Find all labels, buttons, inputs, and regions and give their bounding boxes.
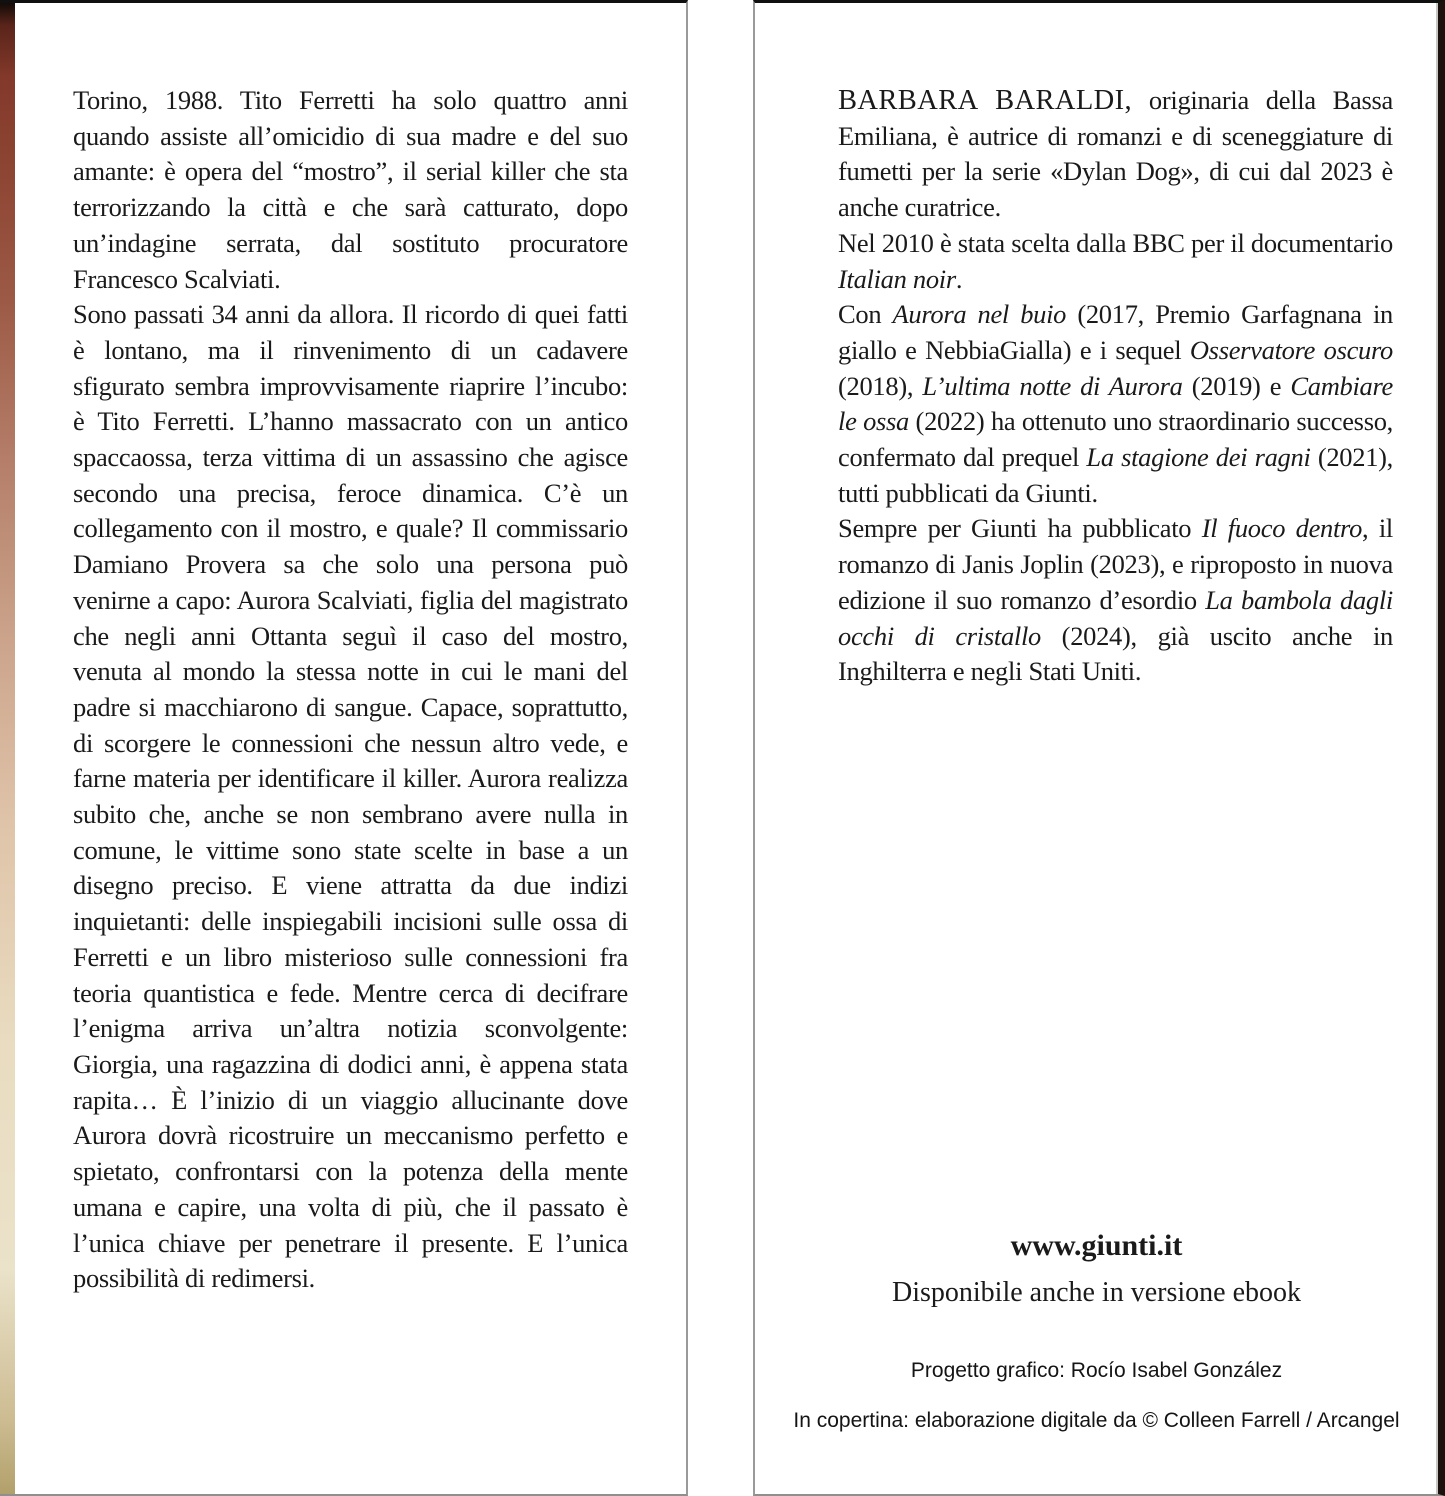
left-flap-synopsis-page <box>0 0 688 1496</box>
publisher-website: www.giunti.it <box>1010 1229 1183 1262</box>
paragraph: BARBARA BARALDI, originaria della Bassa Emiliana, è autrice di romanzi e di sceneggiature di fumetti per la serie «Dylan Dog», di cui dal 2023 è anche curatrice. <box>838 85 1393 223</box>
ebook-availability-note: Disponibile anche in versione ebook <box>891 1277 1301 1308</box>
right-flap-author-page <box>753 0 1445 1496</box>
graphic-design-credit: Progetto grafico: Rocío Isabel González <box>910 1359 1283 1382</box>
author-bio-text <box>838 83 1393 690</box>
cover-image-credit: In copertina: elaborazione digitale da © Colleen Farrell / Arcangel <box>793 1409 1400 1432</box>
paragraph: Sono passati 34 anni da allora. Il ricordo di quei fatti è lontano, ma il rinvenimento di un cadavere sfigurato sembra improvvisamente riaprire l’incubo: è Tito Ferretti. L’hanno massacrato con un antico spaccaossa, terza vittima di un assassino che agisce secondo una precisa, feroce dinamica. C’è un collegamento con il mostro, e quale? Il commissario Damiano Provera sa che solo una persona può venirne a capo: Aurora Scalviati, figlia del magistrato che negli anni Ottanta seguì il caso del mostro, venuta al mondo la stessa notte in cui le mani del padre si macchiarono di sangue. Capace, soprattutto, di scorgere le connessioni che nessun altro vede, e farne materia per identificare il killer. Aurora realizza subito che, anche se non sembrano avere nulla in comune, le vittime sono state scelte in base a un disegno preciso. E viene attratta da due indizi inquietanti: delle inspiegabili incisioni sulle ossa di Ferretti e un libro misterioso sulle connessioni fra teoria quantistica e fede. Mentre cerca di decifrare l’enigma arriva un’altra notizia sconvolgente: Giorgia, una ragazzina di dodici anni, è appena stata rapita… È l’inizio di un viaggio allucinante dove Aurora dovrà ricostruire un meccanismo perfetto e spietato, confrontarsi con la potenza della mente umana e capire, una volta di più, che il passato è l’unica chiave per penetrare il presente. E l’unica possibilità di redimersi. <box>73 299 628 1294</box>
paragraph: Sempre per Giunti ha pubblicato Il fuoco dentro, il romanzo di Janis Joplin (2023), e riproposto in nuova edizione il suo romanzo d’esordio La bambola dagli occhi di cristallo (2024), già uscito anche in Inghilterra e negli Stati Uniti. <box>838 513 1393 687</box>
spine-gradient-strip <box>0 3 15 1494</box>
paragraph: Nel 2010 è stata scelta dalla BBC per il documentario Italian noir. <box>838 227 1393 294</box>
paragraph: Torino, 1988. Tito Ferretti ha solo quattro anni quando assiste all’omicidio di sua madre e del suo amante: è opera del “mostro”, il serial killer che sta terrorizzando la città e che sarà catturato, dopo un’indagine serrata, dal sostituto procuratore Francesco Scalviati. <box>73 85 628 294</box>
synopsis-text <box>73 83 628 1297</box>
paragraph: Con Aurora nel buio (2017, Premio Garfagnana in giallo e NebbiaGialla) e i sequel Osservatore oscuro (2018), L’ultima notte di Aurora (2019) e Cambiare le ossa (2022) ha ottenuto uno straordinario successo, confermato dal prequel La stagione dei ragni (2021), tutti pubblicati da Giunti. <box>838 299 1393 508</box>
